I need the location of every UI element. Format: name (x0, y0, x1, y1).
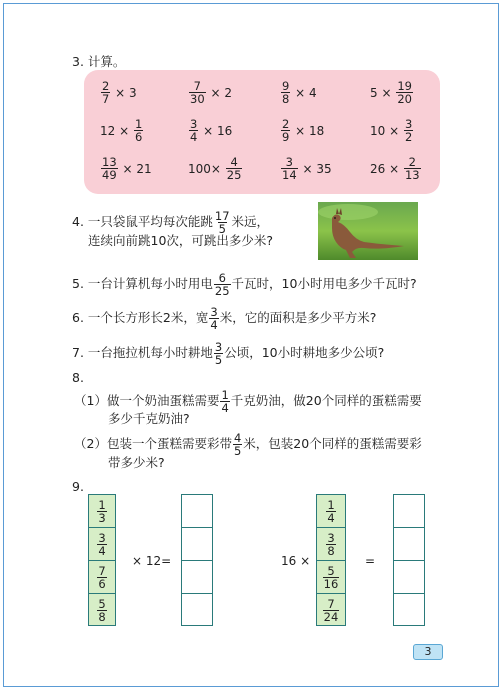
frac-den: 4 (221, 401, 229, 415)
q7-text-b: 公顷，10小时耕地多少公顷? (224, 345, 385, 360)
frac-num: 2 (408, 155, 416, 169)
frac-den: 25 (226, 168, 242, 182)
column-fraction (89, 561, 115, 594)
expr-fraction (101, 156, 118, 181)
frac-num: 1 (221, 388, 229, 402)
q9-left-answer-column (181, 494, 213, 626)
q5-line (72, 272, 417, 297)
q3-expression (188, 80, 232, 105)
q7-line (72, 341, 384, 366)
frac-den: 6 (134, 130, 143, 144)
q9-left-fraction-column (88, 494, 116, 626)
frac-num: 3 (210, 305, 218, 319)
answer-blank[interactable] (182, 528, 212, 561)
frac-num: 4 (233, 431, 242, 445)
frac-num: 7 (193, 79, 201, 93)
frac-den: 9 (282, 130, 290, 144)
expr-suffix: × 21 (122, 161, 152, 176)
answer-blank[interactable] (394, 528, 424, 561)
q3-expression (100, 156, 152, 181)
q9-right-prefix: 16 × (281, 554, 311, 568)
expr-prefix: 100× (188, 161, 221, 176)
frac-den: 4 (210, 318, 218, 332)
answer-blank[interactable] (182, 561, 212, 594)
kangaroo-illustration (318, 202, 418, 260)
answer-blank[interactable] (182, 495, 212, 528)
expr-suffix: × 35 (302, 161, 332, 176)
expr-fraction (281, 80, 290, 105)
frac-den: 8 (282, 92, 290, 106)
q3-expression (370, 156, 422, 181)
expr-fraction (281, 118, 290, 143)
frac-den: 25 (214, 284, 230, 298)
expr-fraction (189, 118, 198, 143)
page-number: 3 (413, 644, 443, 660)
frac-num: 5 (98, 597, 106, 611)
column-fraction (317, 594, 345, 627)
frac-num: 2 (282, 117, 290, 131)
q6-text-a: 6. 一个长方形长2米，宽 (72, 310, 209, 325)
frac-den: 16 (323, 576, 339, 591)
expr-fraction (134, 118, 143, 143)
q8-p1-fraction (220, 389, 229, 414)
frac-num: 3 (98, 530, 106, 545)
frac-den: 4 (98, 543, 106, 558)
expr-prefix: 26 × (370, 161, 400, 176)
q9-right-answer-column (393, 494, 425, 626)
answer-blank[interactable] (394, 561, 424, 594)
frac-num: 5 (327, 563, 335, 578)
frac-num: 3 (404, 117, 413, 131)
frac-num: 3 (190, 117, 198, 131)
frac (323, 565, 340, 590)
expr-fraction (101, 80, 110, 105)
q8-p1-text-a: （1）做一个奶油蛋糕需要 (74, 393, 220, 408)
q4-text-b: 米远， (231, 214, 270, 229)
column-fraction (89, 528, 115, 561)
q4-line2: 连续向前跳10次，可跳出多少米? (88, 233, 274, 248)
frac-den: 13 (404, 168, 420, 182)
frac-den: 14 (282, 168, 297, 182)
column-fraction (317, 528, 345, 561)
expr-fraction (189, 80, 206, 105)
q8-part2-line2: 带多少米? (108, 455, 165, 470)
expr-fraction (396, 80, 413, 105)
q3-expression (370, 118, 414, 143)
q3-expression (370, 80, 414, 105)
column-fraction (317, 495, 345, 528)
q3-expression (280, 118, 324, 143)
frac-den: 3 (98, 510, 106, 525)
frac (323, 598, 340, 623)
q5-text-b: 千瓦时，10小时用电多少千瓦时? (231, 276, 417, 291)
frac-num: 1 (134, 117, 143, 131)
q9-label: 9. (72, 479, 84, 494)
q3-expression (100, 118, 144, 143)
frac-num: 13 (102, 155, 117, 169)
q3-expression (188, 118, 232, 143)
q9-right-operator: = (365, 554, 376, 568)
answer-blank[interactable] (394, 495, 424, 528)
frac-num: 3 (214, 340, 223, 354)
q7-text-a: 7. 一台拖拉机每小时耕地 (72, 345, 213, 360)
frac-num: 3 (285, 155, 293, 169)
q6-text-b: 米，它的面积是多少平方米? (219, 310, 377, 325)
expr-suffix: × 16 (203, 123, 233, 138)
q4-text-a: 4. 一只袋鼠平均每次能跳 (72, 214, 213, 229)
frac (97, 532, 106, 557)
frac-den: 2 (404, 130, 413, 144)
frac-num: 7 (98, 563, 106, 578)
frac-num: 7 (327, 597, 335, 611)
frac (326, 532, 335, 557)
expr-fraction (404, 156, 421, 181)
frac-num: 4 (230, 155, 238, 169)
frac-num: 3 (327, 530, 335, 545)
expr-suffix: × 4 (295, 85, 317, 100)
frac-den: 20 (397, 92, 412, 106)
q3-expression (188, 156, 243, 181)
expr-prefix: 5 × (370, 85, 392, 100)
q3-expression (100, 80, 137, 105)
frac-num: 17 (214, 209, 230, 223)
kangaroo-photo (318, 202, 418, 260)
frac (97, 598, 106, 623)
frac-num: 9 (282, 79, 290, 93)
expr-prefix: 10 × (370, 123, 400, 138)
frac-den: 49 (102, 168, 117, 182)
expr-suffix: × 18 (295, 123, 325, 138)
q6-fraction (209, 306, 218, 331)
expr-fraction (404, 118, 413, 143)
frac-num: 2 (102, 79, 110, 93)
q8-p2-fraction (233, 432, 242, 457)
expr-suffix: × 2 (210, 85, 232, 100)
q9-right-fraction-column (316, 494, 346, 626)
frac (326, 499, 335, 524)
q8-p2-text-b: 米，包装20个同样的蛋糕需要彩 (243, 436, 422, 451)
q9-left-operator: × 12= (132, 554, 172, 568)
column-fraction (89, 495, 115, 528)
q3-expression (280, 156, 332, 181)
answer-blank[interactable] (182, 594, 212, 627)
q8-label: 8. (72, 370, 84, 385)
q7-fraction (214, 341, 223, 366)
frac-num: 6 (218, 271, 226, 285)
column-fraction (89, 594, 115, 627)
q3-label: 3. 计算。 (72, 54, 126, 69)
q8-part1-line2: 多少千克奶油? (108, 411, 190, 426)
q3-expression (280, 80, 317, 105)
frac-den: 5 (233, 444, 242, 458)
frac-den: 6 (98, 576, 106, 591)
frac-den: 4 (327, 510, 335, 525)
q8-p1-text-b: 千克奶油，做20个同样的蛋糕需要 (230, 393, 422, 408)
frac-den: 5 (218, 222, 226, 236)
q8-p2-text-a: （2）包装一个蛋糕需要彩带 (74, 436, 232, 451)
frac-den: 8 (98, 610, 106, 624)
frac-den: 5 (214, 353, 223, 367)
frac (97, 499, 106, 524)
column-fraction (317, 561, 345, 594)
frac-num: 19 (397, 79, 412, 93)
frac-den: 30 (190, 92, 205, 106)
frac-den: 4 (190, 130, 198, 144)
q6-line (72, 306, 376, 331)
expr-fraction (281, 156, 298, 181)
answer-blank[interactable] (394, 594, 424, 627)
q5-text-a: 5. 一台计算机每小时用电 (72, 276, 213, 291)
frac-den: 24 (323, 610, 339, 624)
frac-den: 7 (102, 92, 110, 106)
frac-num: 1 (98, 497, 106, 512)
expr-fraction (226, 156, 243, 181)
frac (97, 565, 106, 590)
q5-fraction (214, 272, 231, 297)
frac-den: 8 (327, 543, 335, 558)
expr-suffix: × 3 (115, 85, 137, 100)
expr-prefix: 12 × (100, 123, 130, 138)
frac-num: 1 (327, 497, 335, 512)
